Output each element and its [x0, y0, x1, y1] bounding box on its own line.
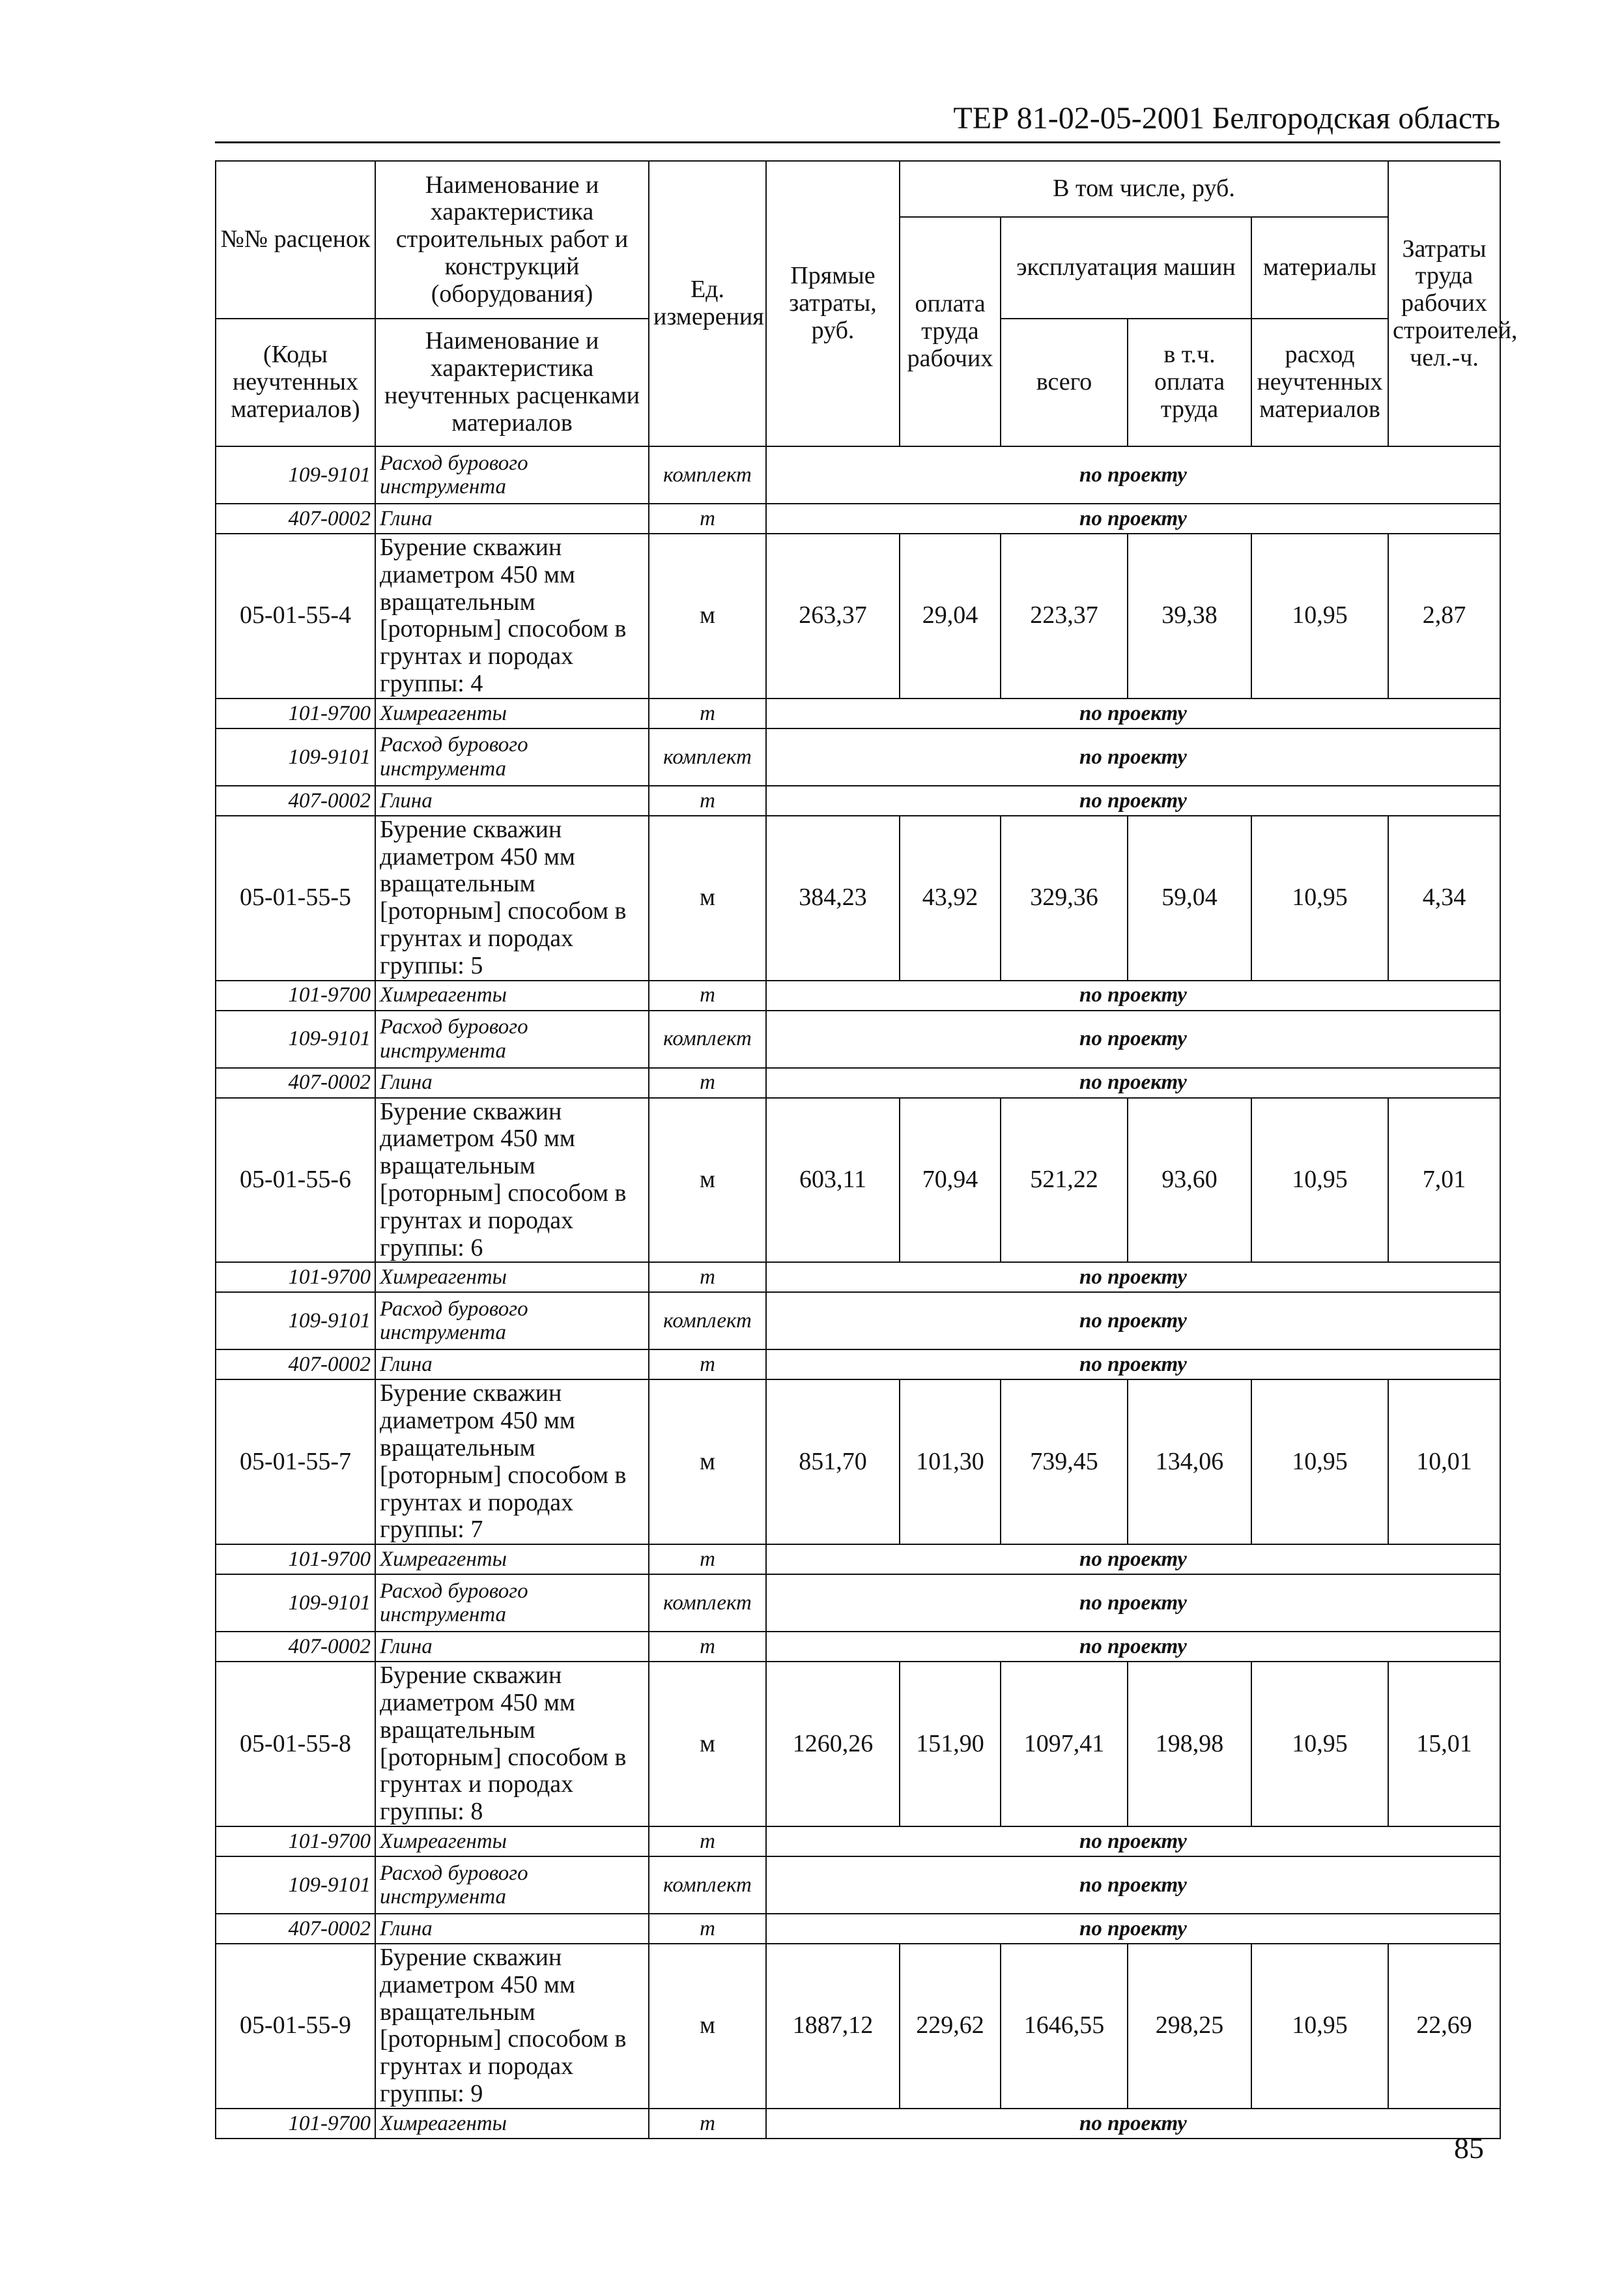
- material-code: 109-9101: [216, 1292, 375, 1349]
- direct-cost: 263,37: [766, 534, 900, 699]
- direct-cost: 851,70: [766, 1379, 900, 1544]
- rate-unit: м: [649, 1098, 766, 1263]
- machines-labor-pay: 59,04: [1128, 816, 1251, 981]
- labor-hours: 15,01: [1388, 1662, 1500, 1826]
- material-code: 407-0002: [216, 1349, 375, 1379]
- materials-cost: 10,95: [1251, 534, 1388, 699]
- material-note: по проекту: [766, 1068, 1500, 1098]
- material-unit: комплект: [649, 1574, 766, 1632]
- rate-code: 05-01-55-9: [216, 1944, 375, 2109]
- material-row: [216, 1262, 1500, 1292]
- material-unit: т: [649, 981, 766, 1011]
- material-code: 109-9101: [216, 1856, 375, 1914]
- machines-total: 1097,41: [1001, 1662, 1128, 1826]
- col-header-materials-unacc: расход неучтенных материалов: [1251, 319, 1388, 446]
- material-name: Глина: [375, 504, 649, 534]
- material-unit: т: [649, 1914, 766, 1944]
- material-note: по проекту: [766, 699, 1500, 728]
- page-header: [215, 94, 1500, 143]
- material-name: Расход бурового инструмента: [375, 446, 649, 504]
- material-name: Расход бурового инструмента: [375, 1856, 649, 1914]
- material-row: [216, 786, 1500, 816]
- material-unit: комплект: [649, 446, 766, 504]
- col-header-labor-cost: Затраты труда рабочих строителей, чел.-ч.: [1388, 161, 1500, 446]
- page-number: 85: [1454, 2131, 1484, 2165]
- material-code: 407-0002: [216, 1914, 375, 1944]
- material-name: Химреагенты: [375, 1544, 649, 1574]
- material-note: по проекту: [766, 1856, 1500, 1914]
- material-row: [216, 504, 1500, 534]
- material-code: 101-9700: [216, 1826, 375, 1856]
- machines-labor-pay: 198,98: [1128, 1662, 1251, 1826]
- material-code: 407-0002: [216, 504, 375, 534]
- rate-name: Бурение скважин диаметром 450 мм вращательным [роторным] способом в грунтах и породах группы: 5: [375, 816, 649, 981]
- material-code: 101-9700: [216, 699, 375, 728]
- material-name: Расход бурового инструмента: [375, 1292, 649, 1349]
- rate-name: Бурение скважин диаметром 450 мм вращательным [роторным] способом в грунтах и породах группы: 7: [375, 1379, 649, 1544]
- col-header-code2: (Коды неучтенных материалов): [216, 319, 375, 446]
- material-name: Расход бурового инструмента: [375, 1574, 649, 1632]
- col-header-name2: Наименование и характеристика неучтенных расценками материалов: [375, 319, 649, 446]
- labor-pay: 43,92: [900, 816, 1001, 981]
- material-unit: комплект: [649, 728, 766, 786]
- material-row: [216, 1826, 1500, 1856]
- material-note: по проекту: [766, 1574, 1500, 1632]
- material-row: [216, 446, 1500, 504]
- material-row: [216, 1914, 1500, 1944]
- rate-row: [216, 1098, 1500, 1263]
- material-row: [216, 1292, 1500, 1349]
- material-code: 109-9101: [216, 446, 375, 504]
- material-note: по проекту: [766, 1544, 1500, 1574]
- material-row: [216, 1011, 1500, 1068]
- material-code: 407-0002: [216, 1068, 375, 1098]
- material-name: Глина: [375, 1632, 649, 1662]
- rate-code: 05-01-55-7: [216, 1379, 375, 1544]
- machines-total: 521,22: [1001, 1098, 1128, 1263]
- material-code: 109-9101: [216, 1574, 375, 1632]
- col-header-incl: В том числе, руб.: [900, 161, 1388, 217]
- material-note: по проекту: [766, 1262, 1500, 1292]
- material-code: 109-9101: [216, 728, 375, 786]
- labor-pay: 229,62: [900, 1944, 1001, 2109]
- rate-row: [216, 534, 1500, 699]
- rate-unit: м: [649, 1379, 766, 1544]
- col-header-materials: материалы: [1251, 217, 1388, 319]
- material-note: по проекту: [766, 1011, 1500, 1068]
- col-header-unit: Ед. измерения: [649, 161, 766, 446]
- material-code: 101-9700: [216, 2109, 375, 2139]
- materials-cost: 10,95: [1251, 1944, 1388, 2109]
- material-note: по проекту: [766, 446, 1500, 504]
- material-row: [216, 699, 1500, 728]
- rate-name: Бурение скважин диаметром 450 мм вращательным [роторным] способом в грунтах и породах группы: 9: [375, 1944, 649, 2109]
- material-unit: т: [649, 1544, 766, 1574]
- rate-row: [216, 1379, 1500, 1544]
- machines-total: 223,37: [1001, 534, 1128, 699]
- rate-code: 05-01-55-5: [216, 816, 375, 981]
- col-header-name: Наименование и характеристика строительных работ и конструкций (оборудования): [375, 161, 649, 319]
- rate-unit: м: [649, 534, 766, 699]
- rate-code: 05-01-55-4: [216, 534, 375, 699]
- material-code: 407-0002: [216, 786, 375, 816]
- machines-total: 1646,55: [1001, 1944, 1128, 2109]
- material-row: [216, 1856, 1500, 1914]
- material-name: Химреагенты: [375, 981, 649, 1011]
- rate-name: Бурение скважин диаметром 450 мм вращательным [роторным] способом в грунтах и породах группы: 6: [375, 1098, 649, 1263]
- rate-row: [216, 1944, 1500, 2109]
- labor-hours: 4,34: [1388, 816, 1500, 981]
- material-unit: т: [649, 504, 766, 534]
- material-unit: т: [649, 1826, 766, 1856]
- material-code: 101-9700: [216, 981, 375, 1011]
- col-header-machines-total: всего: [1001, 319, 1128, 446]
- material-unit: т: [649, 1068, 766, 1098]
- rates-table: [215, 160, 1518, 2139]
- machines-labor-pay: 39,38: [1128, 534, 1251, 699]
- material-unit: комплект: [649, 1011, 766, 1068]
- material-row: [216, 1632, 1500, 1662]
- material-unit: комплект: [649, 1292, 766, 1349]
- col-header-code: №№ расценок: [216, 161, 375, 319]
- material-note: по проекту: [766, 1349, 1500, 1379]
- document-title: ТЕР 81-02-05-2001 Белгородская область: [953, 101, 1500, 136]
- material-unit: т: [649, 1262, 766, 1292]
- material-unit: т: [649, 786, 766, 816]
- col-header-labor-pay: оплата труда рабочих: [900, 217, 1001, 446]
- material-unit: т: [649, 1349, 766, 1379]
- material-code: 109-9101: [216, 1011, 375, 1068]
- material-name: Глина: [375, 1349, 649, 1379]
- material-row: [216, 728, 1500, 786]
- labor-pay: 29,04: [900, 534, 1001, 699]
- rate-unit: м: [649, 1944, 766, 2109]
- machines-total: 739,45: [1001, 1379, 1128, 1544]
- rate-unit: м: [649, 816, 766, 981]
- material-note: по проекту: [766, 504, 1500, 534]
- material-name: Химреагенты: [375, 2109, 649, 2139]
- machines-total: 329,36: [1001, 816, 1128, 981]
- material-name: Химреагенты: [375, 1262, 649, 1292]
- rate-code: 05-01-55-6: [216, 1098, 375, 1263]
- labor-pay: 70,94: [900, 1098, 1001, 1263]
- material-note: по проекту: [766, 728, 1500, 786]
- material-name: Расход бурового инструмента: [375, 1011, 649, 1068]
- col-header-machines: эксплуатация машин: [1001, 217, 1251, 319]
- material-row: [216, 1544, 1500, 1574]
- material-row: [216, 2109, 1500, 2139]
- materials-cost: 10,95: [1251, 1662, 1388, 1826]
- material-name: Глина: [375, 1914, 649, 1944]
- material-note: по проекту: [766, 786, 1500, 816]
- labor-pay: 101,30: [900, 1379, 1001, 1544]
- rate-name: Бурение скважин диаметром 450 мм вращательным [роторным] способом в грунтах и породах группы: 4: [375, 534, 649, 699]
- materials-cost: 10,95: [1251, 1098, 1388, 1263]
- direct-cost: 384,23: [766, 816, 900, 981]
- material-row: [216, 981, 1500, 1011]
- material-note: по проекту: [766, 1632, 1500, 1662]
- machines-labor-pay: 134,06: [1128, 1379, 1251, 1544]
- rate-name: Бурение скважин диаметром 450 мм вращательным [роторным] способом в грунтах и породах группы: 8: [375, 1662, 649, 1826]
- material-name: Глина: [375, 786, 649, 816]
- material-name: Химреагенты: [375, 1826, 649, 1856]
- material-row: [216, 1068, 1500, 1098]
- labor-hours: 10,01: [1388, 1379, 1500, 1544]
- material-unit: т: [649, 699, 766, 728]
- col-header-machines-pay: в т.ч. оплата труда: [1128, 319, 1251, 446]
- material-name: Глина: [375, 1068, 649, 1098]
- material-unit: т: [649, 1632, 766, 1662]
- col-header-direct: Прямые затраты, руб.: [766, 161, 900, 446]
- labor-hours: 2,87: [1388, 534, 1500, 699]
- rate-row: [216, 816, 1500, 981]
- machines-labor-pay: 93,60: [1128, 1098, 1251, 1263]
- labor-hours: 22,69: [1388, 1944, 1500, 2109]
- material-note: по проекту: [766, 1292, 1500, 1349]
- material-note: по проекту: [766, 1914, 1500, 1944]
- material-row: [216, 1574, 1500, 1632]
- rate-unit: м: [649, 1662, 766, 1826]
- labor-hours: 7,01: [1388, 1098, 1500, 1263]
- rate-code: 05-01-55-8: [216, 1662, 375, 1826]
- machines-labor-pay: 298,25: [1128, 1944, 1251, 2109]
- material-note: по проекту: [766, 981, 1500, 1011]
- materials-cost: 10,95: [1251, 1379, 1388, 1544]
- rate-row: [216, 1662, 1500, 1826]
- material-code: 101-9700: [216, 1544, 375, 1574]
- materials-cost: 10,95: [1251, 816, 1388, 981]
- direct-cost: 603,11: [766, 1098, 900, 1263]
- material-row: [216, 1349, 1500, 1379]
- direct-cost: 1887,12: [766, 1944, 900, 2109]
- material-name: Расход бурового инструмента: [375, 728, 649, 786]
- direct-cost: 1260,26: [766, 1662, 900, 1826]
- material-name: Химреагенты: [375, 699, 649, 728]
- material-code: 407-0002: [216, 1632, 375, 1662]
- material-code: 101-9700: [216, 1262, 375, 1292]
- material-note: по проекту: [766, 1826, 1500, 1856]
- material-unit: комплект: [649, 1856, 766, 1914]
- labor-pay: 151,90: [900, 1662, 1001, 1826]
- material-unit: т: [649, 2109, 766, 2139]
- material-note: по проекту: [766, 2109, 1500, 2139]
